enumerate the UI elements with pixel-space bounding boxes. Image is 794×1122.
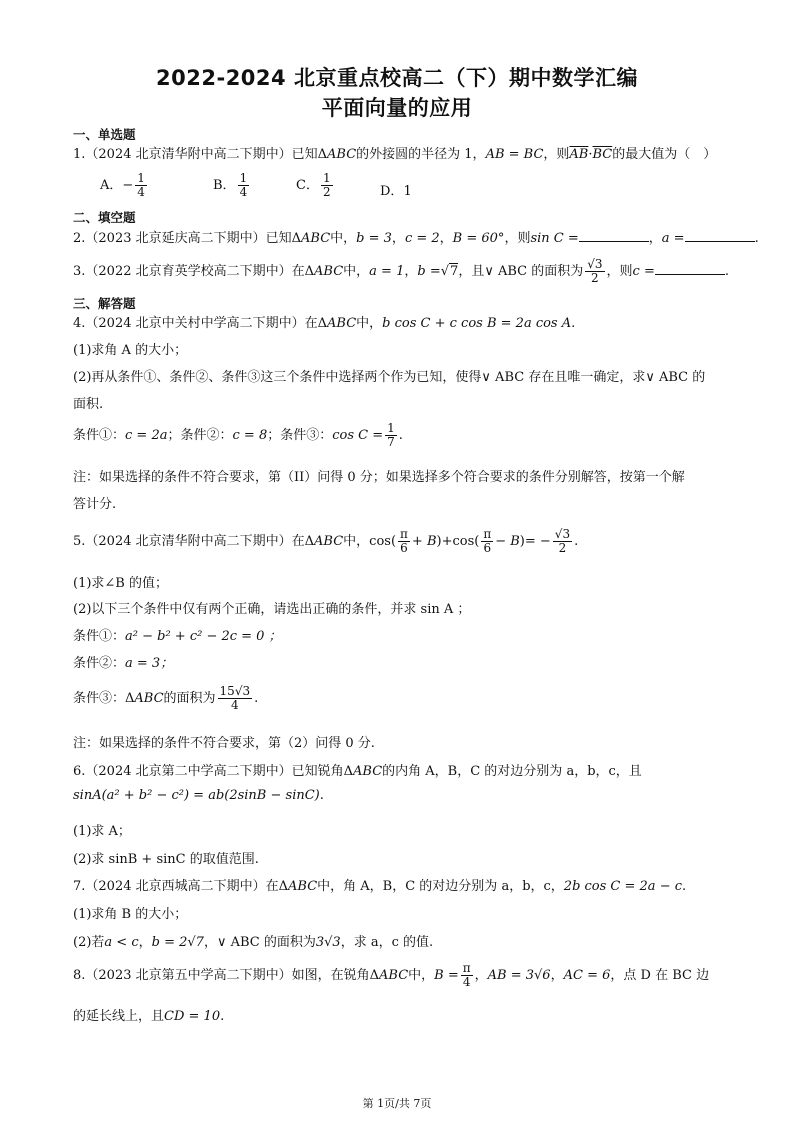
q5-six-b: 6 [483,541,492,556]
q5-cos-1: cos [369,534,391,550]
q4-part-2: (2)再从条件①、条件②、条件③这三个条件中选择两个作为已知，使得∨ ABC 存在且唯一确定，求∨ ABC 的 [73,370,706,385]
section-heading-answer: 三、解答题 [73,296,136,311]
q8-prefix: 8.（2023 北京第五中学高二下期中）如图，在锐角Δ [73,968,380,984]
q5-pi-6-a [398,528,410,555]
question-1 [73,143,716,162]
q5-c1: a² − b² + c² − 2c = 0 ； [125,629,282,644]
q5-c3-num: 15√3 [219,684,251,698]
q5-c1-label: 条件①： [73,629,126,644]
document-title: 2022-2024 北京重点校高二（下）期中数学汇编 [156,66,638,90]
q4-triangle: ABC [327,316,357,331]
q4-prefix: 4.（2024 北京中关村中学高二下期中）在Δ [73,316,328,331]
q8-l2: 的延长线上，且 [73,1009,165,1024]
q2-blank-2 [685,229,755,242]
q7-mid: 中，角 A，B，C 的对边分别为 a，b，c， [317,879,564,894]
q1-option-a [100,172,149,199]
q3-blank [655,262,725,275]
q3-then: ，则 [606,264,633,280]
q5-triangle: ABC [314,534,344,550]
q5-c3-den: 4 [231,698,239,713]
q5-condition-3: 条件③：ΔABC的面积为 $\frac{15√3}{4}$ . [73,684,259,713]
q5-condition-2 [73,652,173,671]
q7-l3-pre: (2)若 [73,935,105,950]
q5-c3-label: 条件③：Δ [73,691,135,707]
q1-triangle: ABC [327,147,357,162]
q2-sinc: sin C = [530,231,579,246]
q5-eq: = − [524,534,551,550]
q2-b: b = 3 [356,231,392,246]
q8-mid: 中， [408,968,435,984]
page-footer: 第 1页/共 7页 [362,1097,432,1110]
q8-b-fraction [461,962,473,989]
q4-cond-2: c = 8 [232,428,268,444]
q1-option-d [380,180,412,199]
q1-option-b [213,172,251,199]
q2-mid: 中， [330,231,357,246]
q3-area-fraction [585,258,604,285]
q5-part-2: (2)以下三个条件中仅有两个正确，请选出正确的条件，并求 sin A ； [73,602,471,617]
q5-c2-label: 条件②： [73,656,126,671]
q5-plus-cos: +cos [441,534,475,550]
q3-area-num: √3 [587,257,603,271]
q5-c3-mid: 的面积为 [163,691,216,707]
q5-note: 注：如果选择的条件不符合要求，第（2）问得 0 分. [73,736,375,751]
q1-prefix: 1.（2024 北京清华附中高二下期中）已知Δ [73,147,328,162]
q6-equation-text: sinA(a² + b² − c²) = ab(2sinB − sinC) [73,788,320,803]
q2-triangle: ABC [301,231,331,246]
q2-prefix: 2.（2023 北京延庆高二下期中）已知Δ [73,231,302,246]
q4-cond-3-pre: cos C = [332,428,384,444]
q4-part-2-cont: 面积. [73,397,104,412]
q4-note-2: 答计分. [73,497,117,512]
q2-c: c = 2 [404,231,440,246]
q3-mid: 中， [343,264,370,280]
q7-l3-cond: a < c [104,935,139,950]
q2-angle-b: B = 60° [452,231,505,246]
q5-plus-b: + B [411,534,437,550]
q4-part-1: (1)求角 A 的大小； [73,343,188,358]
q5-c3-fraction [218,685,253,712]
q5-part-1: (1)求∠B 的值； [73,576,168,591]
q1-vector-bc: $\overline{BC}$ [592,147,613,162]
q7-part-2: (2)若a < c，b = 2√7，∨ ABC 的面积为3√3，求 a，c 的值. [73,935,434,950]
q5-rhs-fraction [553,528,572,555]
q1-vector-ab: $\overline{AB}$ [569,147,589,162]
q4-cond-2-label: ；条件②： [167,428,233,444]
q8-b-num: π [462,961,471,975]
q3-b-pre: b = [417,264,441,280]
q2-then: ，则 [504,231,531,246]
q4-note-1: 注：如果选择的条件不符合要求，第（II）问得 0 分；如果选择多个符合要求的条件分别解答，按第一个解 [73,470,685,485]
q8-ab: AB = 3√6 [487,968,551,984]
question-5-line-1: 5.（2024 北京清华附中高二下期中）在ΔABC中，cos( $\frac{\pi}{6}$ + B)+cos( $\frac{\pi}{6}$ − B)= − $\frac{√3}{2}$ . [73,527,579,556]
q1-option-a-fraction [135,172,147,199]
q5-rhs-den: 2 [558,541,567,556]
q6-mid: 的内角 A，B，C 的对边分别为 a，b，c，且 [382,764,642,779]
q4-cond-3-fraction [385,422,397,449]
q7-l3-b: b = 2√7 [151,935,204,950]
q1-option-d-value: 1 [403,184,412,199]
q5-pi-a: π [400,527,408,541]
document-subtitle: 平面向量的应用 [321,96,473,120]
question-7-line-1: 7.（2024 北京西城高二下期中）在ΔABC中，角 A，B，C 的对边分别为 a，b，c，2b cos C = 2a − c. [73,879,687,894]
q5-pi-b: π [483,527,492,541]
q1-condition: AB = BC [485,147,544,162]
question-2: 2.（2023 北京延庆高二下期中）已知ΔABC中，b = 3，c = 2，B = 60°，则sin C = ，a = . [73,231,759,246]
q3-c: c = [632,264,655,280]
q5-mid: 中， [343,534,370,550]
q1-end: 的最大值为（ ） [612,147,717,162]
q1-then: ，则 [543,147,570,162]
q8-triangle: ABC [379,968,409,984]
q4-cond-3-num: 1 [387,421,395,435]
q8-l2-eq: CD = 10 [164,1009,221,1024]
q5-six-a: 6 [400,541,408,556]
q4-cond-3-label: ；条件③： [267,428,333,444]
q4-cond-3-den: 7 [387,435,395,450]
q5-c2: a = 3； [125,656,174,671]
q1-option-a-num: 1 [137,171,145,185]
q6-part-1: (1)求 A； [73,824,131,839]
q7-triangle: ABC [288,879,318,894]
q1-option-b-num: 1 [239,171,248,185]
question-6-line-1 [73,760,642,779]
q1-option-c-num: 1 [322,171,331,185]
q4-equation: b cos C + c cos B = 2a cos A [382,316,572,331]
q3-a: a = 1 [369,264,405,280]
q6-prefix: 6.（2024 北京第二中学高二下期中）已知锐角Δ [73,764,354,779]
q1-option-c-label: C． [296,178,319,194]
q5-c3-triangle: ABC [134,691,164,707]
q3-prefix: 3.（2022 北京育英学校高二下期中）在Δ [73,264,315,280]
q7-equation: 2b cos C = 2a − c [563,879,682,894]
q1-mid: 的外接圆的半径为 1， [356,147,486,162]
q1-option-c-den: 2 [322,185,331,200]
q6-triangle: ABC [353,764,383,779]
q1-option-b-fraction [238,172,250,199]
q1-option-b-label: B． [213,178,236,194]
q1-option-a-label: A． [100,178,123,194]
q7-part-1: (1)求角 B 的大小； [73,907,188,922]
q5-condition-1 [73,625,282,644]
q1-dot: · [588,147,593,162]
q3-b-radicand: 7 [450,264,459,280]
q1-option-b-den: 4 [239,185,248,200]
q8-line-2: 的延长线上，且CD = 10. [73,1009,225,1024]
q8-ac: AC = 6 [563,968,611,984]
question-4-line-1: 4.（2024 北京中关村中学高二下期中）在ΔABC中，b cos C + c cos B = 2a cos A. [73,316,576,331]
q2-blank-1 [579,229,649,242]
q1-option-c-fraction [321,172,333,199]
q2-a: a = [661,231,685,246]
q3-area-den: 2 [591,271,599,286]
q5-rhs-num: √3 [554,527,571,541]
q3-and: ，且∨ ABC 的面积为 [458,264,584,280]
q7-l3-area: 3√3 [315,935,341,950]
q1-option-a-sign: − [122,178,134,194]
q1-option-d-label: D． [380,184,404,199]
q8-end: ，点 D 在 BC 边 [610,968,710,984]
q3-triangle: ABC [314,264,344,280]
q7-l3-end: ，求 a，c 的值. [340,935,434,950]
q5-pi-6-b [481,528,493,555]
q1-option-c [296,172,335,199]
q4-cond-1: c = 2a [125,428,168,444]
q6-equation: sinA(a² + b² − c²) = ab(2sinB − sinC). [73,788,324,803]
question-3: 3.（2022 北京育英学校高二下期中）在ΔABC中，a = 1，b =√7，且∨ ABC 的面积为 $\frac{√3}{2}$ ，则c = . [73,257,729,286]
q4-conditions: 条件①：c = 2a；条件②：c = 8；条件③：cos C = $\frac{1}{7}$ . [73,421,403,450]
q1-option-a-den: 4 [137,185,145,200]
q5-minus-b: − B [495,534,520,550]
q4-mid: 中， [356,316,383,331]
q4-cond-prefix: 条件①： [73,428,126,444]
q5-prefix: 5.（2024 北京清华附中高二下期中）在Δ [73,534,315,550]
section-heading-single-choice: 一、单选题 [73,127,136,142]
q8-b-pre: B = [434,968,459,984]
q6-part-2: (2)求 sinB + sinC 的取值范围. [73,852,259,867]
section-heading-fill-blank: 二、填空题 [73,210,136,225]
question-8-line-1: 8.（2023 北京第五中学高二下期中）如图，在锐角ΔABC中，B = $\frac{\pi}{4}$ ，AB = 3√6，AC = 6，点 D 在 BC 边 [73,961,710,990]
q7-l3-mid: ，∨ ABC 的面积为 [203,935,316,950]
q8-b-den: 4 [462,975,471,990]
q7-prefix: 7.（2024 北京西城高二下期中）在Δ [73,879,289,894]
